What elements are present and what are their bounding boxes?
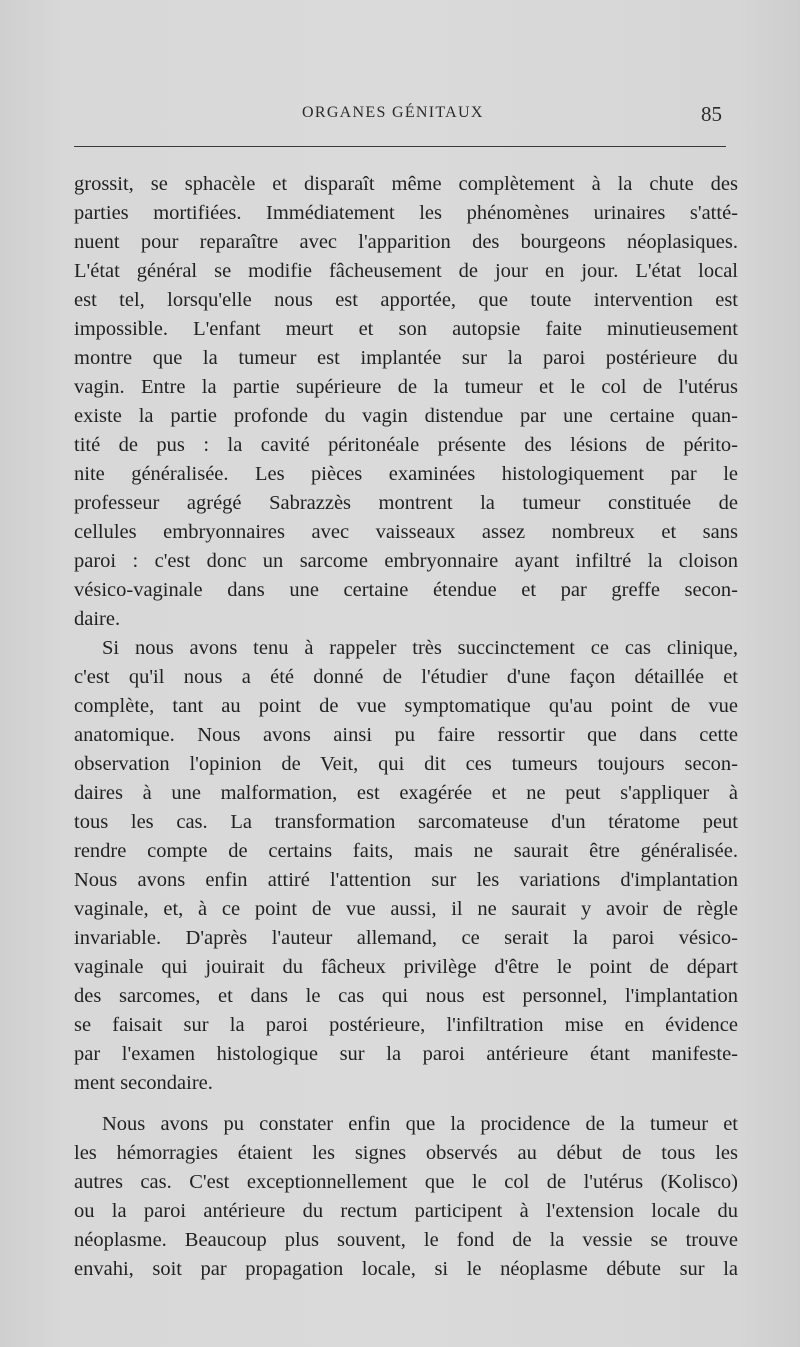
text-line: montre que la tumeur est implantée sur la paroi postérieure du	[74, 347, 738, 369]
text-line: néoplasme. Beaucoup plus souvent, le fond de la vessie se trouve	[74, 1229, 738, 1251]
text-line: daires à une malformation, est exagérée et ne peut s'appliquer à	[74, 782, 738, 804]
text-line: ment secondaire.	[74, 1072, 213, 1094]
text-line: parties mortifiées. Immédiatement les phénomènes urinaires s'atté-	[74, 202, 738, 224]
body-text	[74, 170, 738, 1284]
text-line: se faisait sur la paroi postérieure, l'infiltration mise en évidence	[74, 1014, 738, 1036]
text-line: Nous avons enfin attiré l'attention sur les variations d'implantation	[74, 869, 738, 891]
text-line: grossit, se sphacèle et disparaît même complètement à la chute des	[74, 173, 738, 195]
text-line: vésico-vaginale dans une certaine étendue et par greffe secon-	[74, 579, 738, 601]
paragraph-gap	[74, 1098, 738, 1110]
text-line: ou la paroi antérieure du rectum participent à l'extension locale du	[74, 1200, 738, 1222]
text-line: Nous avons pu constater enfin que la procidence de la tumeur et	[102, 1113, 738, 1135]
paragraph-3	[74, 1110, 738, 1284]
text-line: tous les cas. La transformation sarcomateuse d'un tératome peut	[74, 811, 738, 833]
text-line: est tel, lorsqu'elle nous est apportée, que toute intervention est	[74, 289, 738, 311]
text-line: rendre compte de certains faits, mais ne saurait être généralisée.	[74, 840, 738, 862]
text-line: envahi, soit par propagation locale, si le néoplasme débute sur la	[74, 1258, 738, 1280]
text-line: tité de pus : la cavité péritonéale présente des lésions de périto-	[74, 434, 738, 456]
header-rule	[74, 146, 726, 147]
text-line: impossible. L'enfant meurt et son autopsie faite minutieusement	[74, 318, 738, 340]
text-line: complète, tant au point de vue symptomatique qu'au point de vue	[74, 695, 738, 717]
text-line: les hémorragies étaient les signes observés au début de tous les	[74, 1142, 738, 1164]
text-line: des sarcomes, et dans le cas qui nous est personnel, l'implantation	[74, 985, 738, 1007]
text-line: anatomique. Nous avons ainsi pu faire ressortir que dans cette	[74, 724, 738, 746]
running-head	[76, 104, 724, 132]
text-line: nuent pour reparaître avec l'apparition des bourgeons néoplasiques.	[74, 231, 738, 253]
text-line: vaginale qui jouirait du fâcheux privilège d'être le point de départ	[74, 956, 738, 978]
text-line: paroi : c'est donc un sarcome embryonnaire ayant infiltré la cloison	[74, 550, 738, 572]
text-line: observation l'opinion de Veit, qui dit ces tumeurs toujours secon-	[74, 753, 738, 775]
text-line: invariable. D'après l'auteur allemand, ce serait la paroi vésico-	[74, 927, 738, 949]
text-line: nite généralisée. Les pièces examinées histologiquement par le	[74, 463, 738, 485]
text-line: c'est qu'il nous a été donné de l'étudier d'une façon détaillée et	[74, 666, 738, 688]
text-line: vagin. Entre la partie supérieure de la tumeur et le col de l'utérus	[74, 376, 738, 398]
text-line: autres cas. C'est exceptionnellement que le col de l'utérus (Kolisco)	[74, 1171, 738, 1193]
text-line: professeur agrégé Sabrazzès montrent la tumeur constituée de	[74, 492, 738, 514]
text-line: existe la partie profonde du vagin distendue par une certaine quan-	[74, 405, 738, 427]
text-line: cellules embryonnaires avec vaisseaux assez nombreux et sans	[74, 521, 738, 543]
text-line: L'état général se modifie fâcheusement de jour en jour. L'état local	[74, 260, 738, 282]
text-line: daire.	[74, 608, 121, 630]
text-line: vaginale, et, à ce point de vue aussi, il ne saurait y avoir de règle	[74, 898, 738, 920]
text-line: par l'examen histologique sur la paroi antérieure étant manifeste-	[74, 1043, 738, 1065]
paragraph-1	[74, 170, 738, 634]
page-number: 85	[701, 102, 722, 126]
paragraph-2	[74, 634, 738, 1098]
text-line: Si nous avons tenu à rappeler très succinctement ce cas clinique,	[102, 637, 738, 659]
running-title: ORGANES GÉNITAUX	[302, 104, 484, 121]
